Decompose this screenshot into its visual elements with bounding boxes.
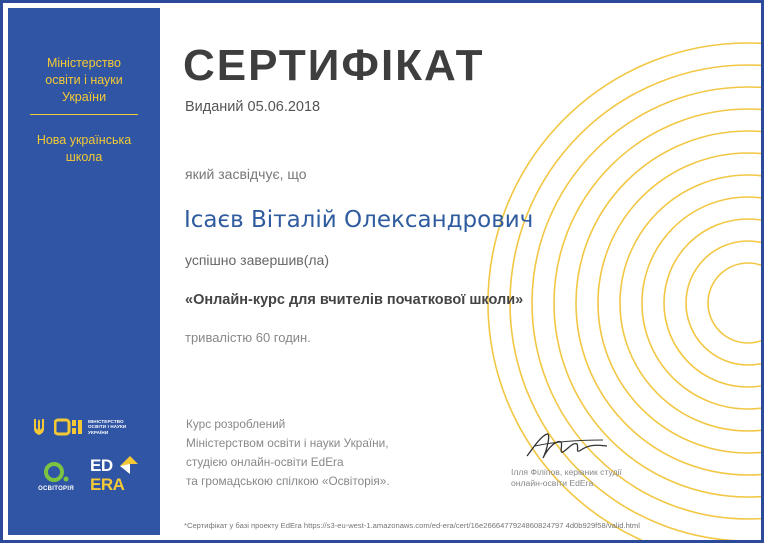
recipient-name: Ісаєв Віталій Олександрович [184, 207, 534, 233]
course-title: «Онлайн-курс для вчителів початкової школи» [185, 292, 524, 308]
completed-text: успішно завершив(ла) [185, 252, 329, 268]
ministry-title: Міністерство освіти і науки України [45, 56, 123, 104]
signatory-caption: Ілля Філіпов, керівник студії онлайн-освіти EdEra [511, 467, 622, 488]
verification-footnote: *Сертифікат у базі проекту EdEra https://s3-eu-west-1.amazonaws.com/ed-era/cert/16e2666477924860824797 4d0b929f58/valid.html [184, 521, 640, 530]
issue-date: Виданий 05.06.2018 [185, 99, 321, 115]
developed-by-block: Курс розроблений Міністерством освіти і науки України, студією онлайн-освіти EdEra та громадською спілкою «Освіторія». [186, 417, 390, 488]
decorative-arc [642, 197, 764, 409]
trident-icon [33, 418, 45, 436]
edera-logo: ED ERA [90, 452, 146, 498]
decorative-arc [576, 131, 764, 475]
signature-image [523, 428, 613, 464]
osvitoria-logo-icon [41, 460, 71, 484]
certifies-text: який засвідчує, що [185, 166, 307, 182]
decorative-arc [620, 175, 764, 431]
certificate-title: СЕРТИФІКАТ [183, 41, 485, 90]
mon-logo-text: МІНІСТЕРСТВО ОСВІТИ І НАУКИ УКРАЇНИ [88, 418, 127, 435]
decorative-arc [708, 263, 764, 343]
course-duration: тривалістю 60 годин. [185, 330, 311, 345]
nus-title: Нова українська школа [36, 133, 132, 164]
edera-logo-icon [116, 454, 140, 476]
osvitoria-logo: ОСВІТОРІЯ [33, 460, 79, 492]
decorative-arc [664, 219, 764, 387]
mon-logo-icon [54, 418, 84, 436]
sidebar-divider [30, 114, 138, 115]
mon-logo [33, 412, 126, 442]
sidebar [8, 8, 160, 535]
decorative-arc [598, 153, 764, 453]
decorative-arc [686, 241, 764, 365]
